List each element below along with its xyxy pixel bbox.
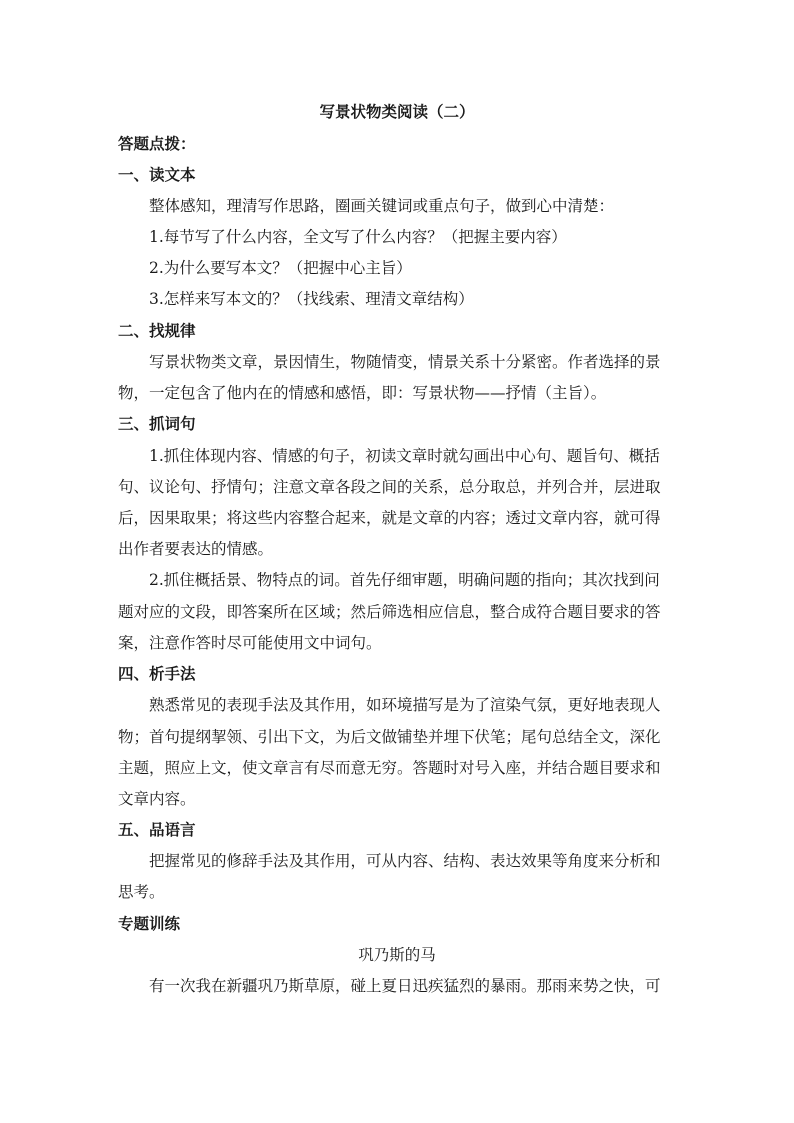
paragraph-line: 物；首句提纲挈领、引出下文，为后文做铺垫并埋下伏笔；尾句总结全文，深化 bbox=[118, 728, 661, 746]
list-item: 1.每节写了什么内容，全文写了什么内容？（把握主要内容） bbox=[149, 228, 567, 246]
paragraph-line: 1.抓住体现内容、情感的句子，初读文章时就勾画出中心句、题旨句、概括 bbox=[149, 447, 660, 465]
tips-heading: 答题点拨： bbox=[118, 134, 196, 153]
paragraph-line: 题对应的文段，即答案所在区域；然后筛选相应信息，整合成符合题目要求的答 bbox=[118, 603, 661, 621]
section-heading-find-pattern: 二、找规律 bbox=[118, 321, 196, 340]
paragraph-line: 后，因果取果；将这些内容整合起来，就是文章的内容；透过文章内容，就可得 bbox=[118, 509, 661, 527]
list-item: 2.为什么要写本文？（把握中心主旨） bbox=[149, 259, 412, 277]
paragraph-line: 思考。 bbox=[118, 883, 165, 901]
paragraph-line: 案，注意作答时尽可能使用文中词句。 bbox=[118, 634, 382, 652]
section-heading-language: 五、品语言 bbox=[118, 820, 196, 839]
training-heading: 专题训练 bbox=[118, 914, 181, 933]
section-heading-techniques: 四、析手法 bbox=[118, 664, 196, 683]
document-title: 写景状物类阅读（二） bbox=[319, 102, 475, 121]
section-heading-key-sentences: 三、抓词句 bbox=[118, 414, 196, 433]
paragraph-line: 出作者要表达的情感。 bbox=[118, 540, 274, 558]
section-heading-read-text: 一、读文本 bbox=[118, 165, 196, 184]
paragraph-line: 主题，照应上文，使文章言有尽而意无穷。答题时对号入座，并结合题目要求和 bbox=[118, 759, 661, 777]
paragraph-line: 物，一定包含了他内在的情感和感悟，即：写景状物——抒情（主旨）。 bbox=[118, 384, 607, 402]
paragraph-line: 文章内容。 bbox=[118, 790, 196, 808]
passage-first-line: 有一次我在新疆巩乃斯草原，碰上夏日迅疾猛烈的暴雨。那雨来势之快，可 bbox=[149, 977, 661, 995]
paragraph-line: 2.抓住概括景、物特点的词。首先仔细审题，明确问题的指向；其次找到问 bbox=[149, 571, 660, 589]
paragraph-line: 整体感知，理清写作思路，圈画关键词或重点句子，做到心中清楚： bbox=[149, 197, 615, 215]
paragraph-line: 句、议论句、抒情句；注意文章各段之间的关系，总分取总，并列合并，层进取 bbox=[118, 478, 661, 496]
paragraph-line: 把握常见的修辞手法及其作用，可从内容、结构、表达效果等角度来分析和 bbox=[149, 852, 661, 870]
paragraph-line: 熟悉常见的表现手法及其作用，如环境描写是为了渲染气氛，更好地表现人 bbox=[149, 696, 661, 714]
passage-title: 巩乃斯的马 bbox=[358, 946, 436, 964]
list-item: 3.怎样来写本文的？（找线索、理清文章结构） bbox=[149, 290, 474, 308]
paragraph-line: 写景状物类文章，景因情生，物随情变，情景关系十分紧密。作者选择的景 bbox=[149, 353, 661, 371]
